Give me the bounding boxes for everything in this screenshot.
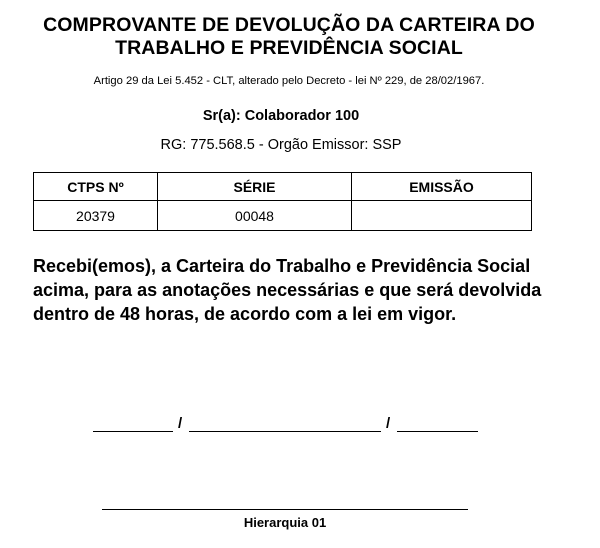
cell-emissao (352, 201, 532, 231)
header-ctps-number: CTPS Nº (34, 173, 158, 201)
cell-ctps-number: 20379 (34, 201, 158, 231)
signature-line[interactable] (102, 509, 468, 510)
date-month-blank[interactable] (189, 431, 381, 432)
signature-label: Hierarquia 01 (243, 515, 327, 530)
receipt-statement: Recebi(emos), a Carteira do Trabalho e Previdência Social acima, para as anotações necessárias e que será devolvida dentro de 48 horas, de acordo com a lei em vigor. (33, 256, 542, 324)
ctps-table-header-row (34, 173, 532, 201)
employee-rg: RG: 775.568.5 - Orgão Emissor: SSP (160, 137, 402, 153)
date-day-blank[interactable] (93, 431, 173, 432)
date-separator-2: / (386, 415, 391, 432)
legal-reference: Artigo 29 da Lei 5.452 - CLT, alterado pelo Decreto - lei Nº 229, de 28/02/1967. (93, 75, 485, 87)
date-separator-1: / (178, 415, 183, 432)
header-emissao: EMISSÃO (352, 173, 532, 201)
header-serie: SÉRIE (158, 173, 352, 201)
cell-serie: 00048 (158, 201, 352, 231)
date-year-blank[interactable] (397, 431, 478, 432)
ctps-table (33, 172, 532, 231)
table-row (34, 201, 532, 231)
document-title: COMPROVANTE DE DEVOLUÇÃO DA CARTEIRA DO TRABALHO E PREVIDÊNCIA SOCIAL (43, 14, 535, 59)
employee-name: Sr(a): Colaborador 100 (202, 108, 360, 124)
